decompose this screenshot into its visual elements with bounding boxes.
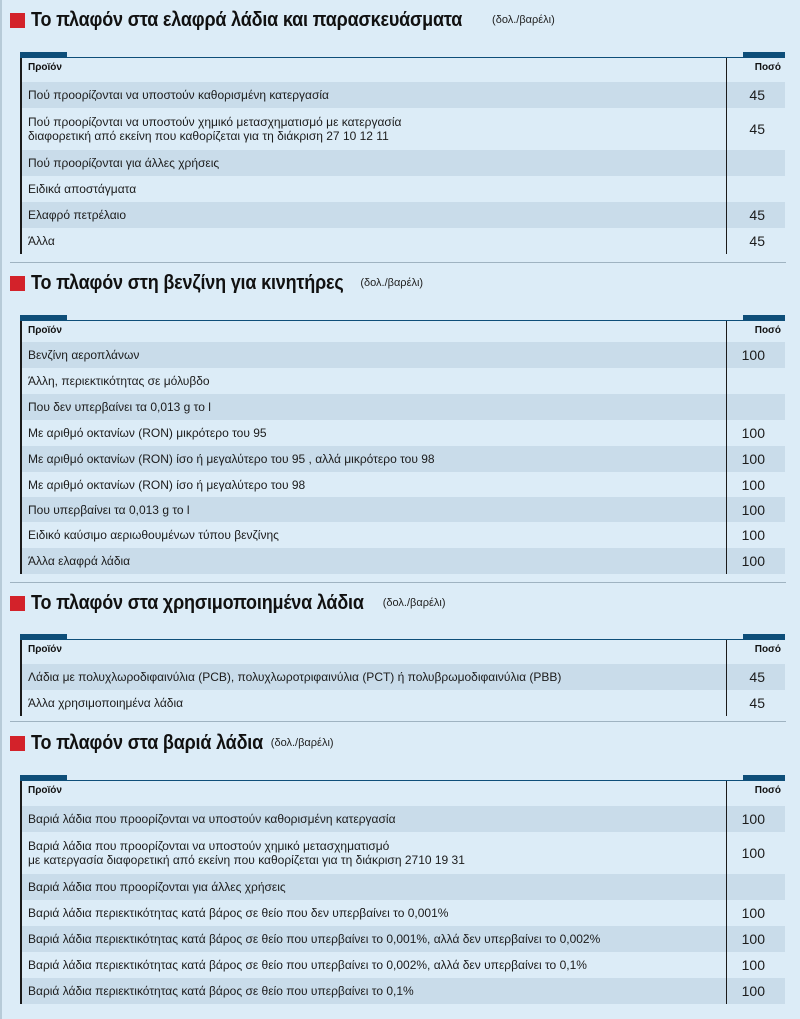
amount-value: 100 <box>741 983 765 999</box>
amount-value: 45 <box>749 669 765 685</box>
section-divider <box>10 262 786 263</box>
red-square-bullet <box>10 13 25 28</box>
section-title <box>10 271 423 295</box>
amount-value: 100 <box>741 527 765 543</box>
header-rule <box>20 780 785 781</box>
section-heading: Το πλαφόν στα βαριά λάδια <box>31 731 264 754</box>
table-row <box>22 176 785 202</box>
table-row <box>22 548 785 574</box>
table-row <box>22 952 785 978</box>
table-row <box>22 806 785 832</box>
product-name: Πού προορίζονται να υποστούν χημικό μετασχηματισμό με κατεργασία διαφορετική από εκείνη που καθορίζεται για τη διάκριση 27 10 12 11 <box>28 115 402 143</box>
column-header-amount: Ποσό <box>754 325 781 336</box>
column-header-amount: Ποσό <box>754 62 781 73</box>
product-name: Άλλα ελαφρά λάδια <box>28 554 131 568</box>
section-unit: (δολ./βαρέλι) <box>382 597 446 609</box>
product-name: Λάδια με πολυχλωροδιφαινύλια (PCB), πολυχλωροτριφαινύλια (PCT) ή πολυβρωμοδιφαινύλια (PBB) <box>28 670 562 684</box>
section-heading: Το πλαφόν στα ελαφρά λάδια και παρασκευάσματα <box>31 8 463 31</box>
table-row <box>22 82 785 108</box>
table-row <box>22 368 785 394</box>
table-row <box>22 690 785 716</box>
column-header-product: Προϊόν <box>28 644 62 655</box>
section-title <box>10 591 446 615</box>
product-name: Άλλη, περιεκτικότητας σε μόλυβδο <box>28 374 210 388</box>
table-row <box>22 150 785 176</box>
section-divider <box>10 721 786 722</box>
data-table <box>20 634 787 716</box>
table-row <box>22 342 785 368</box>
amount-value: 45 <box>749 695 765 711</box>
product-name: Βαριά λάδια περιεκτικότητας κατά βάρος σε θείο που υπερβαίνει το 0,002%, αλλά δεν υπερβαίνει το 0,1% <box>28 958 587 972</box>
column-header-product: Προϊόν <box>28 325 62 336</box>
red-square-bullet <box>10 736 25 751</box>
table-row <box>22 228 785 254</box>
column-header-amount: Ποσό <box>754 644 781 655</box>
section-unit: (δολ./βαρέλι) <box>270 737 334 749</box>
product-name: Με αριθμό οκτανίων (RON) ίσο ή μεγαλύτερο του 98 <box>28 477 306 492</box>
product-name: Πού προορίζονται να υποστούν καθορισμένη κατεργασία <box>28 88 329 102</box>
data-table <box>20 315 787 574</box>
red-square-bullet <box>10 276 25 291</box>
table-row <box>22 472 785 497</box>
column-header-product: Προϊόν <box>28 62 62 73</box>
table-row <box>22 497 785 522</box>
product-name: Με αριθμό οκτανίων (RON) ίσο ή μεγαλύτερο του 95 , αλλά μικρότερο του 98 <box>28 452 435 466</box>
section-unit: (δολ./βαρέλι) <box>360 277 424 289</box>
product-name: Βαριά λάδια περιεκτικότητας κατά βάρος σε θείο που δεν υπερβαίνει το 0,001% <box>28 906 449 920</box>
header-rule <box>20 320 785 321</box>
product-name: Με αριθμό οκτανίων (RON) μικρότερο του 95 <box>28 426 267 440</box>
product-name: Βενζίνη αεροπλάνων <box>28 348 140 362</box>
header-rule <box>20 57 785 58</box>
column-header-product: Προϊόν <box>28 785 62 796</box>
table-row <box>22 108 785 150</box>
amount-value: 100 <box>741 553 765 569</box>
table-row <box>22 446 785 472</box>
amount-value: 45 <box>749 207 765 223</box>
product-name: Βαριά λάδια που προορίζονται για άλλες χρήσεις <box>28 880 286 894</box>
table-column-rule <box>726 58 727 254</box>
product-name: Που υπερβαίνει τα 0,013 g το l <box>28 502 190 517</box>
table-row <box>22 900 785 926</box>
product-name: Άλλα <box>28 234 55 248</box>
table-column-rule <box>726 640 727 716</box>
section-title <box>10 8 555 32</box>
data-table <box>20 52 787 254</box>
section-title <box>10 731 334 755</box>
table-row <box>22 926 785 952</box>
amount-value: 45 <box>749 121 765 137</box>
table-row <box>22 522 785 548</box>
product-name: Ελαφρό πετρέλαιο <box>28 208 127 222</box>
table-row <box>22 394 785 420</box>
column-header-amount: Ποσό <box>754 785 781 796</box>
table-column-rule <box>726 781 727 1004</box>
header-rule <box>20 639 785 640</box>
table-row <box>22 420 785 446</box>
product-name: Βαριά λάδια περιεκτικότητας κατά βάρος σε θείο που υπερβαίνει το 0,001%, αλλά δεν υπερβαίνει το 0,002% <box>28 932 601 946</box>
red-square-bullet <box>10 596 25 611</box>
amount-value: 100 <box>741 905 765 921</box>
data-table <box>20 775 787 1004</box>
product-name: Ειδικά αποστάγματα <box>28 182 137 196</box>
amount-value: 100 <box>741 347 765 363</box>
amount-value: 100 <box>741 501 765 518</box>
table-row <box>22 664 785 690</box>
amount-value: 100 <box>741 451 765 467</box>
table-row <box>22 978 785 1004</box>
amount-value: 100 <box>741 957 765 973</box>
product-name: Βαριά λάδια που προορίζονται να υποστούν χημικό μετασχηματισμό με κατεργασία διαφορετική από εκείνη που καθορίζεται για τη διάκριση 2710 19 31 <box>28 839 465 867</box>
section-unit: (δολ./βαρέλι) <box>492 14 555 26</box>
section-heading: Το πλαφόν στη βενζίνη για κινητήρες <box>31 271 344 294</box>
product-name: Που δεν υπερβαίνει τα 0,013 g το l <box>28 400 211 414</box>
product-name: Πού προορίζονται για άλλες χρήσεις <box>28 156 220 170</box>
section-divider <box>10 582 786 583</box>
table-row <box>22 832 785 874</box>
section-heading: Το πλαφόν στα χρησιμοποιημένα λάδια <box>31 591 364 614</box>
amount-value: 100 <box>741 931 765 947</box>
amount-value: 100 <box>741 425 765 441</box>
table-column-rule <box>726 321 727 574</box>
amount-value: 100 <box>741 811 765 827</box>
table-row <box>22 202 785 228</box>
product-name: Ειδικό καύσιμο αεριωθουμένων τύπου βενζίνης <box>28 528 279 542</box>
amount-value: 100 <box>741 476 765 493</box>
table-row <box>22 874 785 900</box>
product-name: Βαριά λάδια που προορίζονται να υποστούν καθορισμένη κατεργασία <box>28 812 396 826</box>
amount-value: 45 <box>749 87 765 103</box>
product-name: Άλλα χρησιμοποιημένα λάδια <box>28 696 184 710</box>
amount-value: 100 <box>741 845 765 861</box>
product-name: Βαριά λάδια περιεκτικότητας κατά βάρος σε θείο που υπερβαίνει το 0,1% <box>28 984 414 998</box>
amount-value: 45 <box>749 233 765 249</box>
